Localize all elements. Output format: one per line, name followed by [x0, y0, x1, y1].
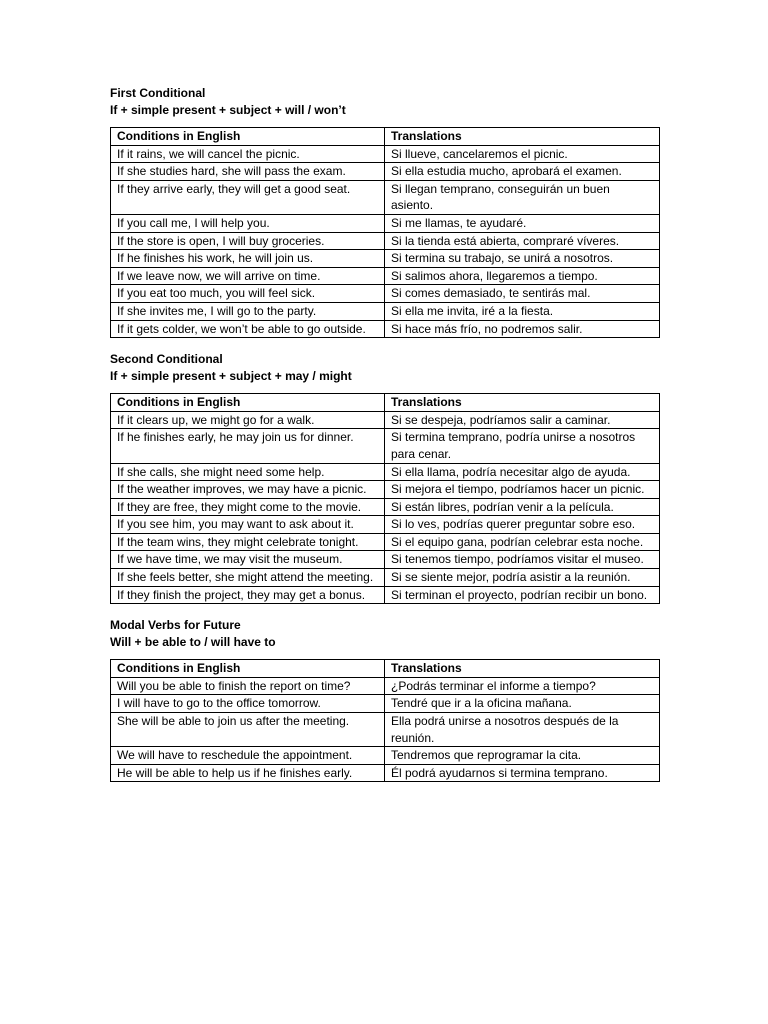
condition-english-cell: Will you be able to finish the report on time? [111, 677, 385, 695]
translation-cell: Si llegan temprano, conseguirán un buen asiento. [385, 180, 660, 214]
table-row [111, 569, 660, 587]
condition-english-cell: If she feels better, she might attend the meeting. [111, 569, 385, 587]
table-row [111, 285, 660, 303]
translation-cell: ¿Podrás terminar el informe a tiempo? [385, 677, 660, 695]
table-header-row [111, 394, 660, 412]
translation-cell: Si salimos ahora, llegaremos a tiempo. [385, 267, 660, 285]
section-modal-verbs-future [110, 617, 659, 782]
table-row [111, 713, 660, 747]
section-first-conditional [110, 85, 659, 338]
table-row [111, 302, 660, 320]
table-header-row [111, 128, 660, 146]
translation-cell: Si me llamas, te ayudaré. [385, 214, 660, 232]
translation-cell: Si terminan el proyecto, podrían recibir un bono. [385, 586, 660, 604]
conditions-table [110, 393, 660, 604]
condition-english-cell: We will have to reschedule the appointment. [111, 747, 385, 765]
condition-english-cell: If you eat too much, you will feel sick. [111, 285, 385, 303]
translation-cell: Si se despeja, podríamos salir a caminar. [385, 411, 660, 429]
condition-english-cell: If they are free, they might come to the movie. [111, 498, 385, 516]
table-row [111, 747, 660, 765]
column-header-translations: Translations [385, 660, 660, 678]
section-formula: Will + be able to / will have to [110, 635, 276, 650]
table-row [111, 498, 660, 516]
translation-cell: Si ella llama, podría necesitar algo de ayuda. [385, 463, 660, 481]
table-row [111, 214, 660, 232]
translation-cell: Si llueve, cancelaremos el picnic. [385, 145, 660, 163]
translation-cell: Si ella me invita, iré a la fiesta. [385, 302, 660, 320]
table-row [111, 163, 660, 181]
table-row [111, 463, 660, 481]
condition-english-cell: If you call me, I will help you. [111, 214, 385, 232]
condition-english-cell: He will be able to help us if he finishes early. [111, 764, 385, 782]
table-row [111, 586, 660, 604]
translation-cell: Si mejora el tiempo, podríamos hacer un picnic. [385, 481, 660, 499]
condition-english-cell: If it gets colder, we won’t be able to go outside. [111, 320, 385, 338]
column-header-translations: Translations [385, 128, 660, 146]
translation-cell: Si ella estudia mucho, aprobará el examen. [385, 163, 660, 181]
translation-cell: Ella podrá unirse a nosotros después de la reunión. [385, 713, 660, 747]
translation-cell: Si se siente mejor, podría asistir a la reunión. [385, 569, 660, 587]
table-row [111, 695, 660, 713]
translation-cell: Si lo ves, podrías querer preguntar sobre eso. [385, 516, 660, 534]
condition-english-cell: If he finishes early, he may join us for dinner. [111, 429, 385, 463]
condition-english-cell: If the weather improves, we may have a picnic. [111, 481, 385, 499]
table-header-row [111, 660, 660, 678]
table-row [111, 180, 660, 214]
conditions-table [110, 659, 660, 782]
section-second-conditional [110, 351, 659, 604]
column-header-english: Conditions in English [111, 128, 385, 146]
table-row [111, 145, 660, 163]
condition-english-cell: If it rains, we will cancel the picnic. [111, 145, 385, 163]
condition-english-cell: I will have to go to the office tomorrow. [111, 695, 385, 713]
condition-english-cell: If the store is open, I will buy groceries. [111, 232, 385, 250]
table-row [111, 551, 660, 569]
translation-cell: Tendremos que reprogramar la cita. [385, 747, 660, 765]
translation-cell: Si comes demasiado, te sentirás mal. [385, 285, 660, 303]
table-row [111, 232, 660, 250]
condition-english-cell: If the team wins, they might celebrate tonight. [111, 533, 385, 551]
translation-cell: Si termina su trabajo, se unirá a nosotros. [385, 250, 660, 268]
section-title: First Conditional [110, 86, 206, 100]
section-title: Second Conditional [110, 352, 223, 367]
column-header-translations: Translations [385, 394, 660, 412]
condition-english-cell: If they arrive early, they will get a good seat. [111, 180, 385, 214]
condition-english-cell: If we leave now, we will arrive on time. [111, 267, 385, 285]
table-row [111, 267, 660, 285]
section-formula: If + simple present + subject + will / won’t [110, 103, 346, 117]
table-row [111, 764, 660, 782]
table-row [111, 677, 660, 695]
condition-english-cell: If they finish the project, they may get a bonus. [111, 586, 385, 604]
conditions-table [110, 127, 660, 338]
translation-cell: Tendré que ir a la oficina mañana. [385, 695, 660, 713]
condition-english-cell: She will be able to join us after the meeting. [111, 713, 385, 747]
condition-english-cell: If she invites me, I will go to the party. [111, 302, 385, 320]
translation-cell: Si termina temprano, podría unirse a nosotros para cenar. [385, 429, 660, 463]
translation-cell: Él podrá ayudarnos si termina temprano. [385, 764, 660, 782]
table-row [111, 516, 660, 534]
condition-english-cell: If you see him, you may want to ask about it. [111, 516, 385, 534]
table-row [111, 481, 660, 499]
translation-cell: Si el equipo gana, podrían celebrar esta noche. [385, 533, 660, 551]
condition-english-cell: If he finishes his work, he will join us. [111, 250, 385, 268]
translation-cell: Si tenemos tiempo, podríamos visitar el museo. [385, 551, 660, 569]
table-row [111, 533, 660, 551]
document-page [110, 85, 659, 795]
column-header-english: Conditions in English [111, 660, 385, 678]
table-row [111, 320, 660, 338]
translation-cell: Si están libres, podrían venir a la película. [385, 498, 660, 516]
table-row [111, 250, 660, 268]
condition-english-cell: If we have time, we may visit the museum. [111, 551, 385, 569]
section-title: Modal Verbs for Future [110, 618, 241, 633]
translation-cell: Si la tienda está abierta, compraré víveres. [385, 232, 660, 250]
table-row [111, 411, 660, 429]
condition-english-cell: If she calls, she might need some help. [111, 463, 385, 481]
condition-english-cell: If she studies hard, she will pass the exam. [111, 163, 385, 181]
table-row [111, 429, 660, 463]
column-header-english: Conditions in English [111, 394, 385, 412]
condition-english-cell: If it clears up, we might go for a walk. [111, 411, 385, 429]
section-formula: If + simple present + subject + may / might [110, 369, 352, 384]
translation-cell: Si hace más frío, no podremos salir. [385, 320, 660, 338]
